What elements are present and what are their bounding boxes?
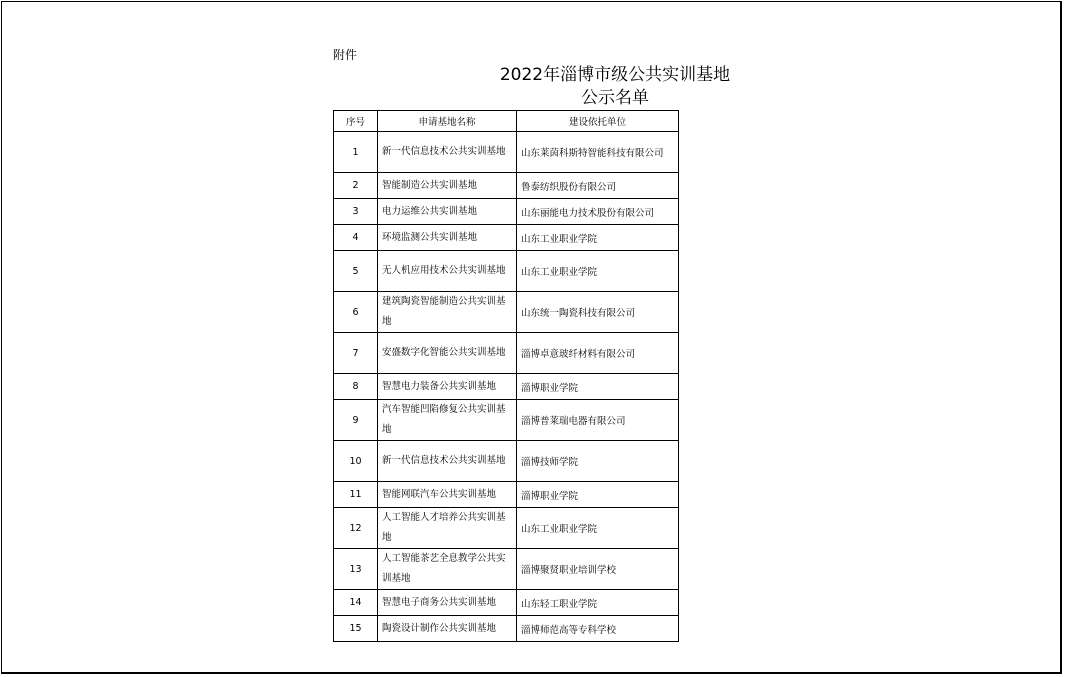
- row-number: 13: [334, 549, 378, 590]
- row-number: 12: [334, 508, 378, 549]
- row-unit: 淄博卓意玻纤材料有限公司: [517, 333, 679, 374]
- row-number: 10: [334, 441, 378, 482]
- row-unit: 山东统一陶瓷科技有限公司: [517, 292, 679, 333]
- table-row: [334, 508, 679, 549]
- table-row: [334, 333, 679, 374]
- row-number: 6: [334, 292, 378, 333]
- table-row: [334, 199, 679, 225]
- table-row: [334, 374, 679, 400]
- attachment-label: 附件: [333, 48, 358, 62]
- row-base-name: 安盛数字化智能公共实训基地: [378, 333, 517, 374]
- row-unit: 淄博职业学院: [517, 482, 679, 508]
- row-base-name: 环境监测公共实训基地: [378, 225, 517, 251]
- row-unit: 淄博技师学院: [517, 441, 679, 482]
- row-number: 9: [334, 400, 378, 441]
- table-row: [334, 549, 679, 590]
- row-base-name: 智能网联汽车公共实训基地: [378, 482, 517, 508]
- row-number: 7: [334, 333, 378, 374]
- table-row: [334, 173, 679, 199]
- row-base-name: 智慧电力装备公共实训基地: [378, 374, 517, 400]
- row-unit: 淄博聚贤职业培训学校: [517, 549, 679, 590]
- row-number: 1: [334, 132, 378, 173]
- row-base-name: 新一代信息技术公共实训基地: [378, 441, 517, 482]
- row-base-name: 智慧电子商务公共实训基地: [378, 590, 517, 616]
- table-row: [334, 482, 679, 508]
- table-row: [334, 292, 679, 333]
- header-unit: 建设依托单位: [517, 111, 679, 132]
- header-number: 序号: [334, 111, 378, 132]
- row-number: 3: [334, 199, 378, 225]
- row-unit: 山东工业职业学院: [517, 508, 679, 549]
- row-number: 4: [334, 225, 378, 251]
- row-base-name: 人工智能人才培养公共实训基地: [378, 508, 517, 549]
- row-number: 11: [334, 482, 378, 508]
- header-base-name: 申请基地名称: [378, 111, 517, 132]
- table-row: [334, 251, 679, 292]
- table-header-row: [334, 111, 679, 132]
- row-base-name: 建筑陶瓷智能制造公共实训基地: [378, 292, 517, 333]
- row-base-name: 人工智能茶艺全息教学公共实训基地: [378, 549, 517, 590]
- title-line-2: 公示名单: [581, 88, 649, 108]
- row-base-name: 无人机应用技术公共实训基地: [378, 251, 517, 292]
- row-number: 2: [334, 173, 378, 199]
- table-row: [334, 400, 679, 441]
- document-title: [470, 64, 760, 110]
- row-base-name: 智能制造公共实训基地: [378, 173, 517, 199]
- row-base-name: 电力运维公共实训基地: [378, 199, 517, 225]
- row-number: 5: [334, 251, 378, 292]
- table-row: [334, 441, 679, 482]
- row-number: 14: [334, 590, 378, 616]
- row-unit: 山东莱茵科斯特智能科技有限公司: [517, 132, 679, 173]
- table-row: [334, 616, 679, 642]
- row-number: 8: [334, 374, 378, 400]
- table-row: [334, 590, 679, 616]
- row-unit: 山东丽能电力技术股份有限公司: [517, 199, 679, 225]
- row-unit: 淄博职业学院: [517, 374, 679, 400]
- row-unit: 山东工业职业学院: [517, 225, 679, 251]
- row-unit: 淄博普莱瑞电器有限公司: [517, 400, 679, 441]
- announcement-table: [333, 110, 679, 642]
- row-unit: 山东轻工职业学院: [517, 590, 679, 616]
- row-unit: 鲁泰纺织股份有限公司: [517, 173, 679, 199]
- table-row: [334, 225, 679, 251]
- row-base-name: 陶瓷设计制作公共实训基地: [378, 616, 517, 642]
- row-unit: 山东工业职业学院: [517, 251, 679, 292]
- row-number: 15: [334, 616, 378, 642]
- title-line-1: 2022年淄博市级公共实训基地: [499, 65, 731, 85]
- table-row: [334, 132, 679, 173]
- row-base-name: 汽车智能凹陷修复公共实训基地: [378, 400, 517, 441]
- row-base-name: 新一代信息技术公共实训基地: [378, 132, 517, 173]
- row-unit: 淄博师范高等专科学校: [517, 616, 679, 642]
